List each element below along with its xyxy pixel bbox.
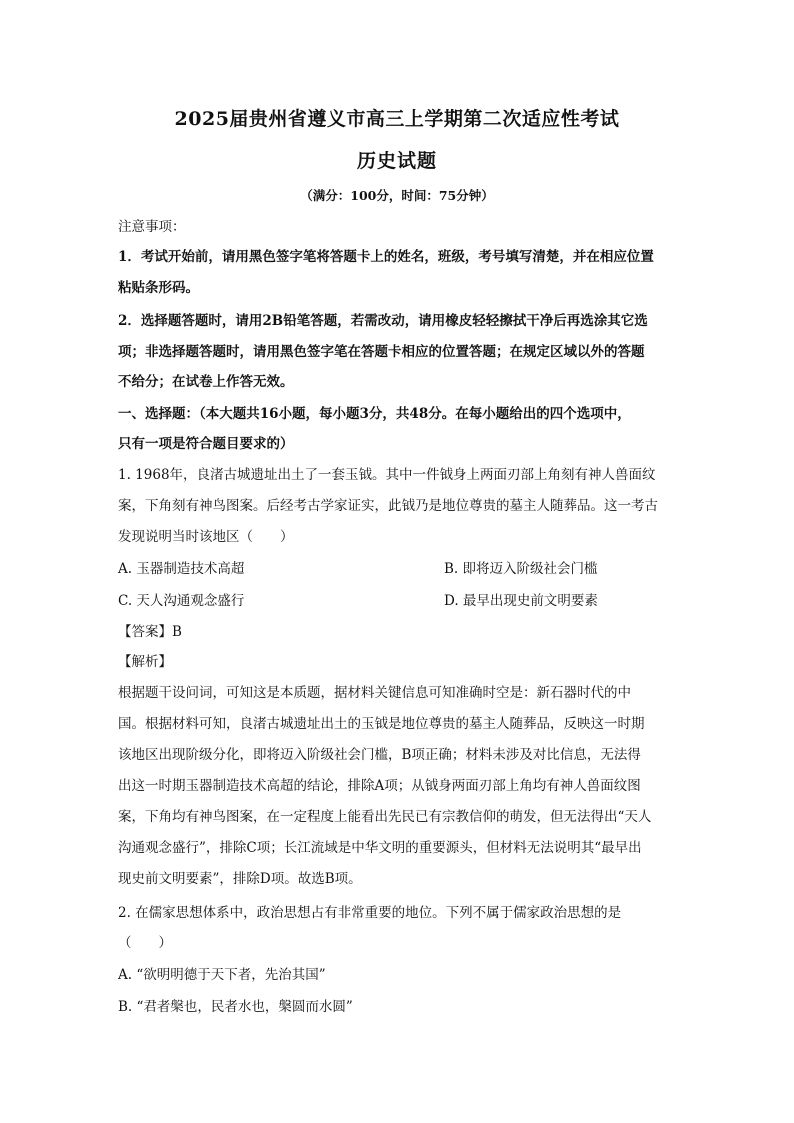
q1-analysis-line-3: 该地区出现阶级分化，即将迈入阶级社会门槛，B项正确；材料未涉及对比信息，无法得 bbox=[118, 747, 641, 763]
q1-analysis-line-1: 根据题干设问词，可知这是本质题，据材料关键信息可知准确时空是：新石器时代的中 bbox=[118, 685, 631, 701]
exam-title: 2025届贵州省遵义市高三上学期第二次适应性考试 bbox=[174, 108, 620, 130]
section-heading-line-1: 一、选择题：（本大题共16小题，每小题3分，共48分。在每小题给出的四个选项中， bbox=[118, 406, 631, 422]
q2-option-a: A. “欲明明德于天下者，先治其国” bbox=[118, 967, 326, 983]
q1-analysis-label: 【解析】 bbox=[118, 654, 172, 670]
q2-option-b: B. “君者槃也，民者水也，槃圆而水圆” bbox=[118, 999, 353, 1015]
q1-analysis-line-6: 沟通观念盛行”，排除C项；长江流域是中华文明的重要源头，但材料无法说明其“最早出 bbox=[118, 840, 642, 856]
q1-analysis-line-4: 出这一时期玉器制造技术高超的结论，排除A项；从钺身两面刃部上角均有神人兽面纹图 bbox=[118, 778, 641, 794]
q2-stem-line-1: 2. 在儒家思想体系中，政治思想占有非常重要的地位。下列不属于儒家政治思想的是 bbox=[118, 905, 622, 921]
q1-analysis-line-7: 现史前文明要素”，排除D项。故选B项。 bbox=[118, 871, 362, 887]
note-2-line-3: 不给分；在试卷上作答无效。 bbox=[118, 374, 294, 390]
q1-stem-line-1: 1. 1968年，良渚古城遗址出土了一套玉钺。其中一件钺身上两面刃部上角刻有神人兽面纹 bbox=[118, 467, 656, 483]
note-1-line-2: 粘贴条形码。 bbox=[118, 280, 199, 296]
note-2-line-1: 2．选择题答题时，请用2B铅笔答题，若需改动，请用橡皮轻轻擦拭干净后再选涂其它选 bbox=[118, 313, 648, 329]
q1-option-d: D. 最早出现史前文明要素 bbox=[444, 593, 598, 609]
q1-analysis-line-5: 案，下角均有神鸟图案，在一定程度上能看出先民已有宗教信仰的萌发，但无法得出“天人 bbox=[118, 809, 652, 825]
note-2-line-2: 项；非选择题答题时，请用黑色签字笔在答题卡相应的位置答题；在规定区域以外的答题 bbox=[118, 344, 645, 360]
q1-option-c: C. 天人沟通观念盛行 bbox=[118, 593, 245, 609]
q1-option-a: A. 玉器制造技术高超 bbox=[118, 561, 245, 577]
exam-meta: （满分：100分，时间：75分钟） bbox=[300, 188, 494, 203]
q2-stem-line-2: （ ） bbox=[118, 935, 172, 951]
subject-title: 历史试题 bbox=[356, 150, 437, 172]
q1-stem-line-3: 发现说明当时该地区（ ） bbox=[118, 529, 294, 545]
notes-heading: 注意事项： bbox=[118, 219, 186, 235]
q1-answer: 【答案】B bbox=[118, 624, 182, 640]
q1-option-b: B. 即将迈入阶级社会门槛 bbox=[444, 561, 598, 577]
section-heading-line-2: 只有一项是符合题目要求的） bbox=[118, 436, 294, 452]
q1-analysis-line-2: 国。根据材料可知，良渚古城遗址出土的玉钺是地位尊贵的墓主人随葬品，反映这一时期 bbox=[118, 716, 645, 732]
q1-stem-line-2: 案，下角刻有神鸟图案。后经考古学家证实，此钺乃是地位尊贵的墓主人随葬品。这一考古 bbox=[118, 498, 658, 514]
note-1-line-1: 1．考试开始前，请用黑色签字笔将答题卡上的姓名，班级，考号填写清楚，并在相应位置 bbox=[118, 249, 654, 265]
